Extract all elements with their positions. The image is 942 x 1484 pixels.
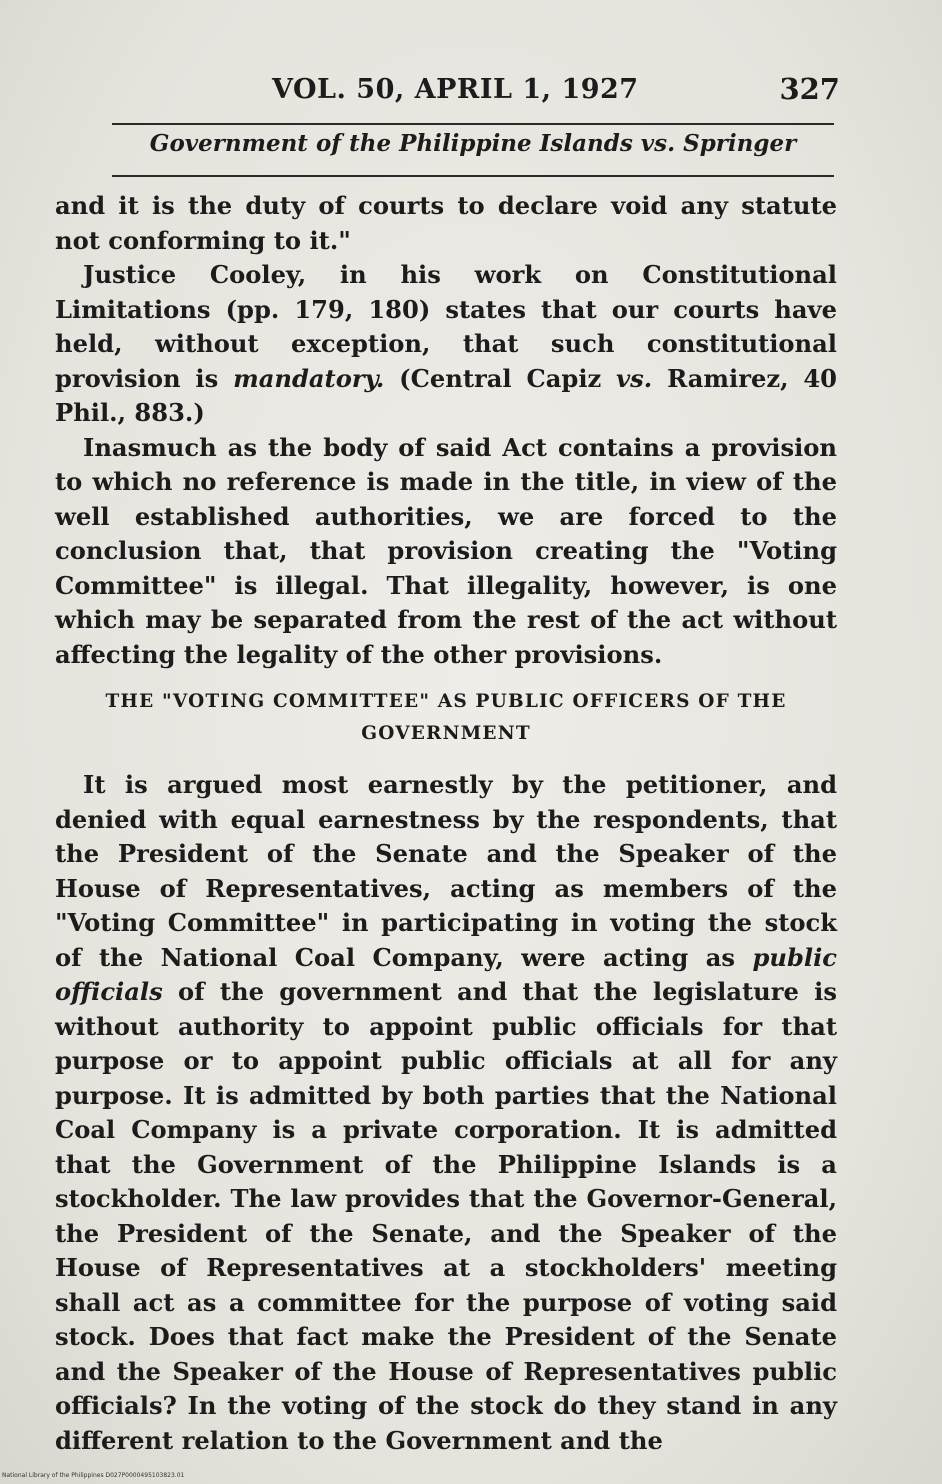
emphasis-mandatory: mandatory. (233, 363, 385, 393)
paragraph-inasmuch (55, 431, 837, 673)
running-title: Government of the Philippine Islands vs. Springer (149, 130, 797, 157)
volume-date: VOL. 50, APRIL 1, 1927 (272, 74, 639, 105)
paragraph-3-text: Inasmuch as the body of said Act contains a provision to which no reference is made in the title, in view of the well established authorities, we are forced to the conclusion that, that provision creating the "Voting Committee" is illegal. That illegality, however, is one which may be separated from the rest of the act without affecting the legality of the other provisions. (55, 432, 837, 669)
header-rule-bottom (112, 175, 834, 177)
emphasis-vs: vs. (616, 363, 653, 393)
paragraph-continuation (55, 189, 837, 258)
paragraph-4-text-b: of the government and that the legislature is without authority to appoint public officials for that purpose or to appoint public officials at all for any purpose. It is admitted by both parties that the National Coal Company is a private corporation. It is admitted that the Government of the Philippine Islands is a stockholder. The law provides that the Governor-General, the President of the Senate, and the Speaker of the House of Representatives at a stockholders' meeting shall act as a committee for the purpose of voting said stock. Does that fact make the President of the Senate and the Speaker of the House of Representatives public officials? In the voting of the stock do they stand in any different relation to the Government and the (55, 977, 837, 1455)
page-number: 327 (779, 72, 840, 106)
emphasis-public-officials: public officials (55, 942, 837, 1006)
paragraph-argued (55, 768, 837, 1458)
body-text (55, 189, 837, 1458)
footer-credit: National Library of the Philippines D027P0000495103823.01 (2, 1472, 185, 1479)
paragraph-2-text-b: (Central Capiz (384, 363, 617, 393)
header-rule-top (112, 123, 834, 125)
paragraph-4-text-a: It is argued most earnestly by the petitioner, and denied with equal earnestness by the respondents, that the President of the Senate and the Speaker of the House of Representatives, acting as members of the "Voting Committee" in participating in voting the stock of the National Coal Company, were acting as (55, 770, 837, 972)
paragraph-cooley (55, 258, 837, 431)
page-header (112, 70, 840, 110)
section-heading-line-2: GOVERNMENT (361, 723, 531, 744)
paragraph-2-text-c: Ramirez, 40 Phil., 883.) (55, 363, 838, 427)
paragraph-2-text-a: Justice Cooley, in his work on Constitutional Limitations (pp. 179, 180) states that our courts have held, without exception, that such constitutional provision is (55, 260, 837, 393)
section-heading-line-1: THE "VOTING COMMITTEE" AS PUBLIC OFFICERS OF THE (105, 691, 787, 712)
paragraph-1-text: and it is the duty of courts to declare void any statute not conforming to it." (55, 191, 837, 255)
section-heading (55, 686, 837, 750)
